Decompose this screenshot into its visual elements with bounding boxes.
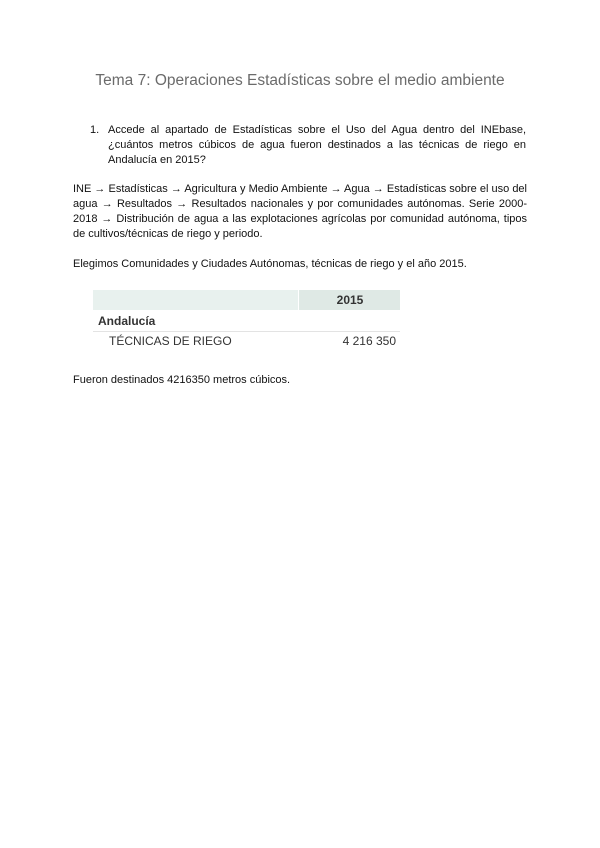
table-row-value: 4 216 350 xyxy=(342,334,396,345)
selection-paragraph: Elegimos Comunidades y Ciudades Autónomas, técnicas de riego y el año 2015. xyxy=(73,258,467,270)
page-title: Tema 7: Operaciones Estadísticas sobre el medio ambiente xyxy=(95,72,505,89)
question-number: 1. xyxy=(90,124,100,136)
table-divider xyxy=(93,331,400,332)
navigation-path-paragraph: INE → Estadísticas → Agricultura y Medio Ambiente → Agua → Estadísticas sobre el uso del agua → Resultados → Resultados nacionales y por comunidades autónomas. Serie 2000-2018 → Distribución de agua a las explotaciones agrícolas por comunidad autónoma, tipos de cultivos/técnicas de riego y periodo. xyxy=(73,183,527,240)
result-table-screenshot xyxy=(93,290,400,345)
conclusion-paragraph: Fueron destinados 4216350 metros cúbicos. xyxy=(73,374,291,386)
question-text: Accede al apartado de Estadísticas sobre el Uso del Agua dentro del INEbase, ¿cuántos metros cúbicos de agua fueron destinados a las técnicas de riego en Andalucía en 2015? xyxy=(108,124,526,166)
table-row-label: TÉCNICAS DE RIEGO xyxy=(109,334,232,345)
table-region-label: Andalucía xyxy=(98,314,156,328)
table-year-header: 2015 xyxy=(298,290,400,310)
